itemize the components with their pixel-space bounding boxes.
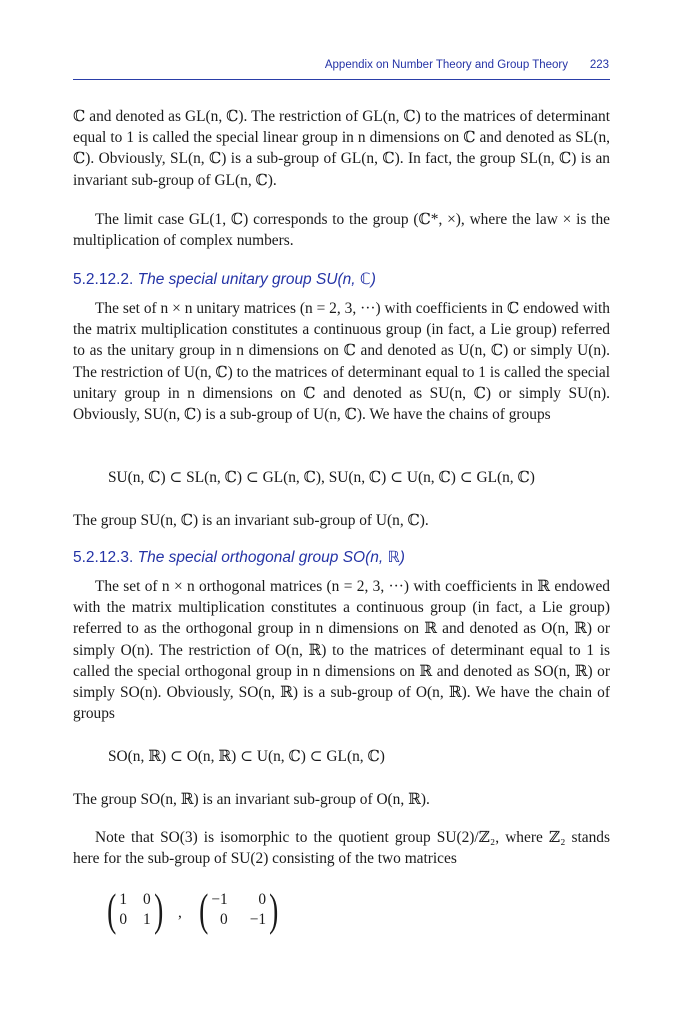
section-number: 5.2.12.3. xyxy=(73,549,134,566)
running-header xyxy=(73,57,610,80)
equation-so-chain: SO(n, ℝ) ⊂ O(n, ℝ) ⊂ U(n, ℂ) ⊂ GL(n, ℂ) xyxy=(108,748,385,765)
section-title: The special orthogonal group SO(n, ℝ) xyxy=(137,549,405,566)
matrix-identity: ( 1 0 0 1 ) xyxy=(107,884,163,935)
paragraph-so-invariant: The group SO(n, ℝ) is an invariant sub-group of O(n, ℝ). xyxy=(73,791,430,808)
page-number: 223 xyxy=(589,59,609,71)
left-paren: ( xyxy=(107,884,117,935)
right-paren: ) xyxy=(269,884,279,935)
header-title: Appendix on Number Theory and Group Theory xyxy=(324,59,568,71)
section-heading-so xyxy=(73,548,610,567)
paragraph-limit-case: The limit case GL(1, ℂ) corresponds to the group (ℂ*, ×), where the law × is the multiplication of complex numbers. xyxy=(73,211,610,250)
left-paren: ( xyxy=(199,884,209,935)
paragraph-unitary-group: The set of n × n unitary matrices (n = 2, 3, ···) with coefficients in ℂ endowed with the matrix multiplication constitutes a continuous group (in fact, a Lie group) referred to as the unitary group in n dimensions on ℂ and denoted as U(n, ℂ) or simply U(n). The restriction of U(n, ℂ) to the matrices of determinant equal to 1 is called the special unitary group in n dimensions on ℂ and denoted as SU(n, ℂ) or simply SU(n). Obviously, SU(n, ℂ) is a sub-group of U(n, ℂ). We have the chains of groups xyxy=(73,300,610,424)
matrix-minus-identity: ( −1 0 0 −1 ) xyxy=(199,884,279,935)
paragraph-orthogonal-group: The set of n × n orthogonal matrices (n = 2, 3, ···) with coefficients in ℝ endowed with the matrix multiplication constitutes a continuous group (in fact, a Lie group) referred to as the orthogonal group in n dimensions on ℝ and denoted as O(n, ℝ) or simply O(n). The restriction of O(n, ℝ) to the matrices of determinant equal to 1 is called the special orthogonal group in n dimensions on ℝ and denoted as SO(n, ℝ) or simply SO(n). Obviously, SO(n, ℝ) is a sub-group of O(n, ℝ). We have the chain of groups xyxy=(73,578,610,723)
section-heading-su xyxy=(73,270,610,289)
paragraph-gl-sl: ℂ and denoted as GL(n, ℂ). The restriction of GL(n, ℂ) to the matrices of determinant equal to 1 is called the special linear group in n dimensions on ℂ and denoted as SL(n, ℂ). Obviously, SL(n, ℂ) is a sub-group of GL(n, ℂ). In fact, the group SL(n, ℂ) is an invariant sub-group of GL(n, ℂ). xyxy=(73,108,610,189)
paragraph-su-invariant: The group SU(n, ℂ) is an invariant sub-group of U(n, ℂ). xyxy=(73,512,429,529)
right-paren: ) xyxy=(153,884,163,935)
matrix-separator: , xyxy=(178,904,182,921)
section-number: 5.2.12.2. xyxy=(73,271,134,288)
equation-su-chains: SU(n, ℂ) ⊂ SL(n, ℂ) ⊂ GL(n, ℂ), SU(n, ℂ) ⊂ U(n, ℂ) ⊂ GL(n, ℂ) xyxy=(108,469,535,486)
section-title: The special unitary group SU(n, ℂ) xyxy=(137,271,376,288)
paragraph-so3-note: Note that SO(3) is isomorphic to the quotient group SU(2)/ℤ₂, where ℤ₂ stands here for the sub-group of SU(2) consisting of the two matrices xyxy=(73,829,610,868)
